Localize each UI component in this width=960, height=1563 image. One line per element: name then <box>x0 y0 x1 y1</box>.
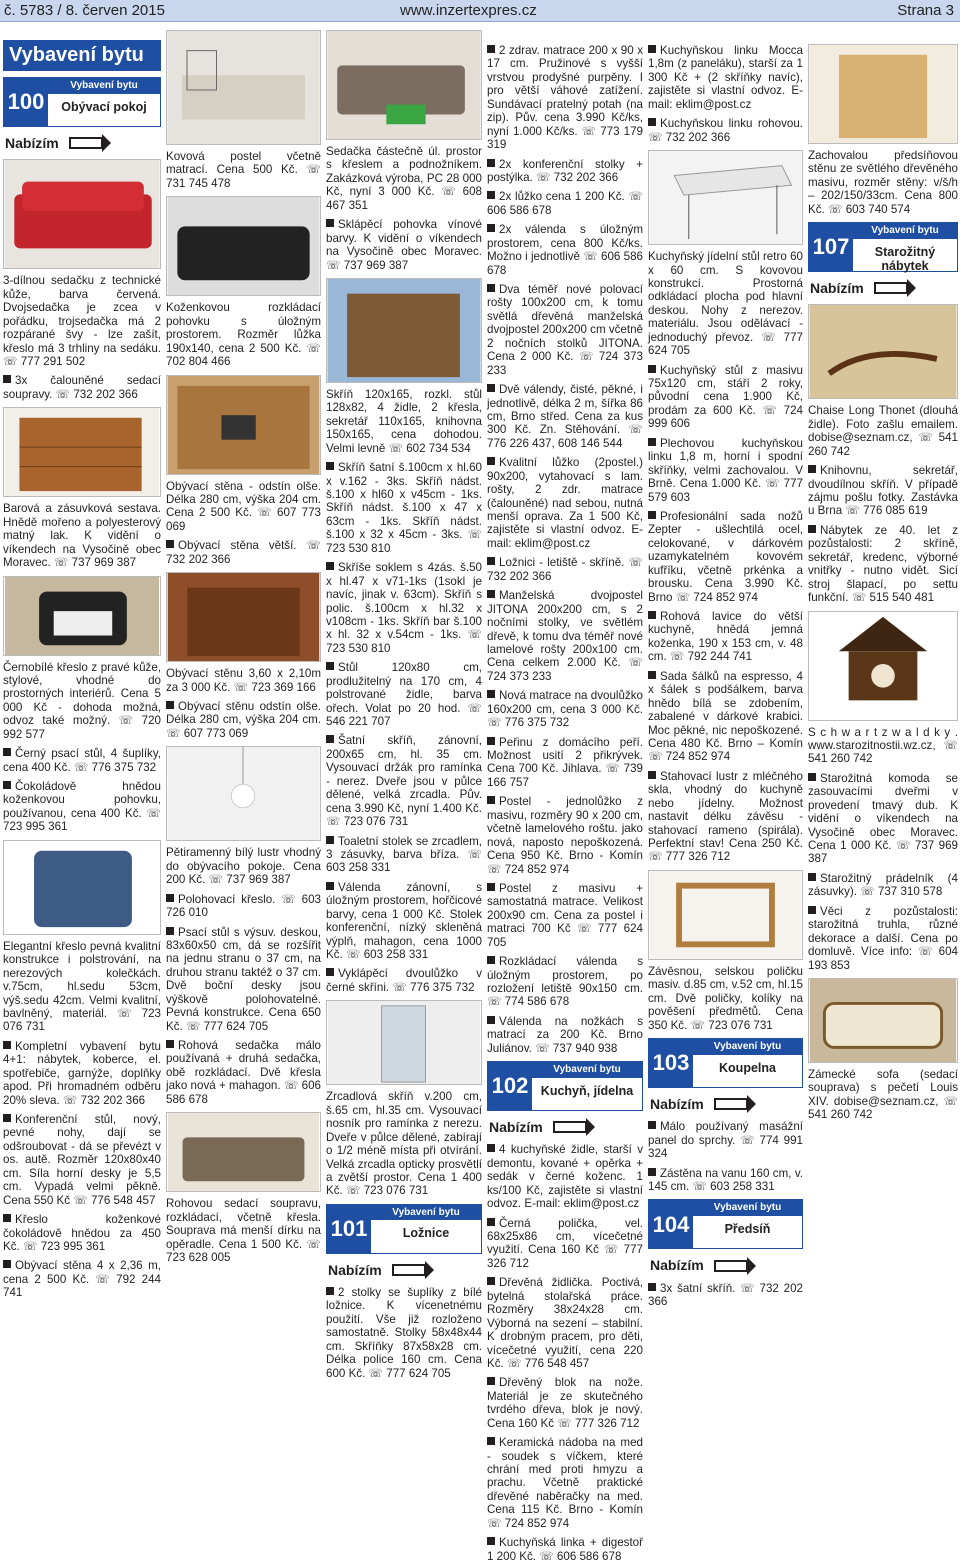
ad: Zachovalou předsíňovou stěnu ze světlého dřevěného masivu, rozměr stěny: v/š/h – 202/150/33cm. Cena 800 Kč. ☏ 603 740 574 <box>808 149 958 216</box>
bullet-icon <box>487 159 495 167</box>
bullet-icon <box>166 1040 174 1048</box>
ad <box>487 589 643 683</box>
arrow-icon <box>714 1098 748 1110</box>
bullet-icon <box>3 748 11 756</box>
column-5 <box>648 44 803 1324</box>
bullet-icon <box>648 118 656 126</box>
ad <box>487 795 643 876</box>
ad: Obývací stěnu 3,60 x 2,10m za 3 000 Kč. ☏ 723 369 166 <box>166 667 321 694</box>
ad <box>487 1143 643 1210</box>
bullet-icon <box>166 540 174 548</box>
bullet-icon <box>648 1283 656 1291</box>
nabizim-label: Nabízím <box>489 1119 543 1136</box>
bullet-icon <box>648 1168 656 1176</box>
bullet-icon <box>326 562 334 570</box>
category-group: Vybavení bytu <box>693 1039 802 1055</box>
ad-text: Stůl 120x80 cm, prodlužitelný na 170 cm, 4 polstrované židle, barva ořech. Volat po 20 hod. ☏ 546 221 707 <box>326 661 482 728</box>
bullet-icon <box>648 1121 656 1129</box>
ad: Koženkovou rozkládací pohovku s úložným prostorem. Rozměr lůžka 190x140, cena 2 500 Kč. ☏ 702 804 466 <box>166 301 321 369</box>
ad-text: Obývací stěnu odstín olše. Délka 280 cm, výška 204 cm. ☏ 607 773 069 <box>166 700 321 740</box>
ad <box>487 283 643 377</box>
ad-text: Věci z pozůstalosti: starožitná truhla, různé dekorace a další. Cena po domluvě. Více info: ☏ 604 193 853 <box>808 904 958 972</box>
ad-text: Stahovací lustr z mléčného skla, vhodný do kuchyně nebo jídelny. Možnost nastavit délku závěsu - stahovací ramenо (spirála). Perfektní stav! Cena 250 Kč. ☏ 777 326 712 <box>648 769 803 864</box>
ad <box>3 1113 161 1207</box>
site-url[interactable]: www.inzertexpres.cz <box>400 2 537 19</box>
bullet-icon <box>326 662 334 670</box>
ad <box>487 1276 643 1370</box>
ad-text: Skříše soklem s 4zás. š.50 x hl.47 x v71-1ks (1sokl je navíc, jinak v. 63cm). Skříň s polic. š.100cm x hl.32 x v108cm - 1ks. Skříň bar š.100 x hl. 32 x v.54cm - 1ks. ☏ 723 530 810 <box>326 561 482 655</box>
ad <box>326 461 482 555</box>
ad <box>648 670 803 764</box>
category-101 <box>326 1204 482 1254</box>
ad-text: Nová matrace na dvoulůžko 160x200 cm, cena 3 000 Kč. ☏ 776 375 732 <box>487 689 643 730</box>
bullet-icon <box>3 1260 11 1268</box>
ad-text: Zástěna na vanu 160 cm, v. 145 cm. ☏ 603 258 331 <box>648 1166 803 1194</box>
ad <box>166 700 321 740</box>
bullet-icon <box>648 671 656 679</box>
bullet-icon <box>648 45 656 53</box>
category-103 <box>648 1038 803 1088</box>
ad-text: 2x válenda s úložným prostorem, cena 800 Kč/ks. Možno i jednotlivě ☏ 606 586 678 <box>487 223 643 277</box>
ad: Kovová postel včetně matrací. Cena 500 Kč. ☏ 731 745 478 <box>166 150 321 190</box>
arrow-icon <box>392 1264 426 1276</box>
ad: Kuchyňský jídelní stůl retro 60 x 60 cm. S kovovou konstrukcí. Prostorná odkládací plocha pod hlavní deskou. Nohy z nerezov. materiálu. Jsou odělávací - jednoduchý převoz. ☏ 777 624 705 <box>648 250 803 358</box>
ad: Černobílé křeslo z pravé kůže, stylové, vhodné do prostorných interiérů. Cena 5 000 Kč - dohoda možná, odvoz také možný. ☏ 720 992 577 <box>3 660 161 741</box>
bullet-icon <box>3 375 11 383</box>
ad: Rohovou sedací soupravu, rozkládací, včetně křesla. Souprava má menší dírku na opěradle. Cena 1 500 Kč. ☏ 723 628 005 <box>166 1197 321 1264</box>
ad <box>808 872 958 899</box>
category-group: Vybavení bytu <box>48 78 160 94</box>
column-3 <box>326 30 482 1380</box>
ad-text: Dva téměř nové polovací rošty 100x200 cm, k tomu světlá dřevěná manželská dvojpostel 200x200 cm včetně 2 nočních stolků JITONA. Cena 2 000 Kč. ☏ 724 373 233 <box>487 283 643 377</box>
black-sofa-photo <box>166 196 321 296</box>
ad-text: Kuchyňskou linku Mocca 1,8m (z paneláku), starší za 1 300 Kč + (2 skříňky navíc), zajistěte si vlastní odvoz. E-mail: eklim@post.cz <box>648 44 803 111</box>
ad: Skříň 120x165, rozkl. stůl 128x82, 4 židle, 2 křesla, sekretář 110x165, knihovna 150x165, cena dohodou. Velmi levně ☏ 602 734 534 <box>326 387 482 455</box>
nabizim-label: Nabízím <box>328 1261 382 1278</box>
ad: Závěsnou, selskou poličku masiv. d.85 cm, v.52 cm, hl.15 cm. Dvě poličky, kolíky na pověšení předmětů. Cena 350 Kč. ☏ 723 076 731 <box>648 964 803 1032</box>
category-number: 101 <box>327 1205 371 1253</box>
bullet-icon <box>166 894 174 902</box>
ad-text: 2x konferenční stolky + postýlka. ☏ 732 202 366 <box>487 157 643 184</box>
ad-text: Čokoládově hnědou koženkovou pohovku, používanou, cena 400 Kč. ☏ 723 995 361 <box>3 780 161 834</box>
category-group: Vybavení bytu <box>532 1062 642 1078</box>
ad-text: Toaletní stolek se zrcadlem, 3 zásuvky, barva bříza. ☏ 603 258 331 <box>326 834 482 875</box>
ad <box>3 374 161 401</box>
ad <box>487 1015 643 1055</box>
column-4 <box>487 44 643 1563</box>
ad-text: Manželská dvojpostel JITONA 200x200 cm, s 2 nočními stolky, ve světlém dřevě, k tomu dva téměř nové lamelové rošty 200x100 cm. Cena celkem 2.000 Kč. ☏ 724 373 233 <box>487 589 643 683</box>
category-label: Ložnice <box>402 1226 450 1241</box>
category-group: Vybavení bytu <box>693 1200 802 1216</box>
ad: Chaise Long Thonet (dlouhá židle). Foto zašlu emailem. dobise@seznam.cz, ☏ 541 260 742 <box>808 404 958 458</box>
ad-text: Ložnici - letiště - skříně. ☏ 732 202 366 <box>487 556 643 583</box>
arrow-icon <box>69 137 103 149</box>
armchair-photo <box>3 576 161 656</box>
ad <box>166 926 321 1034</box>
ad <box>808 464 958 518</box>
ad-text: Dvě válendy, čisté, pěkné, i jednotlivě, délka 2 m, šířka 86 cm, Brno střed. Cena za kus 300 Kč. Zn. Stěhování. ☏ 776 226 437, 608 146 544 <box>487 383 643 450</box>
ad <box>487 44 643 152</box>
bullet-icon <box>487 796 495 804</box>
wall-unit-2-photo <box>166 572 321 662</box>
bullet-icon <box>326 1287 334 1295</box>
bullet-icon <box>166 701 174 709</box>
ad <box>648 610 803 664</box>
ad <box>808 524 958 605</box>
ad-text: 2x lůžko cena 1 200 Kč. ☏ 606 586 678 <box>487 190 643 217</box>
bullet-icon <box>808 906 816 914</box>
category-number: 102 <box>488 1062 532 1110</box>
ad-text: Sada šálků na espresso, 4 x šálek s podšálkem, barva hnědo bílá se zdobením, zabalené v dárkové krabici. Moc pěkné, nic nepoškozené. Cena 480 Kč. Brno – Komín ☏ 724 852 974 <box>648 669 803 764</box>
ad <box>487 158 643 185</box>
ad-text: Keramická nádoba na med - soudek s víčkem, které chrání med proti hmyzu a prachu. Včetně praktické dřevěné naběračky na med. Cena 115 Kč. Brno - Komín ☏ 724 852 974 <box>487 1436 643 1530</box>
ad-text: Málo používaný masážní panel do sprchy. ☏ 774 991 324 <box>648 1120 803 1161</box>
ad-text: Kuchyňský stůl z masivu 75x120 cm, stáří 2 roky, původní cena 1.900 Kč, prodám za 600 Kč. ☏ 724 999 606 <box>648 363 803 431</box>
ad-text: Křeslo koženkové čokoládově hnědou za 450 Kč. ☏ 723 995 361 <box>3 1213 161 1253</box>
category-number: 107 <box>809 223 853 271</box>
bullet-icon <box>648 511 656 519</box>
ad <box>326 1286 482 1380</box>
ad-text: Sklápěcí pohovka vínové barvy. K vidění o víkendech na Vysočině obec Moravec. ☏ 737 969 387 <box>326 218 482 272</box>
ad <box>326 561 482 655</box>
ad-text: Dřevěná židlička. Poctivá, bytelná stolařská práce. Rozměry 38x24x28 cm. Výborná na sezení – stabilní. K drobným pracem, pro děti, vícečetné využití, cena 220 Kč. ☏ 776 548 457 <box>487 1276 643 1370</box>
ad <box>166 1039 321 1106</box>
bullet-icon <box>487 384 495 392</box>
bullet-icon <box>326 735 334 743</box>
blue-armchair-photo <box>3 840 161 935</box>
ad-text: 3x šatní skříň. ☏ 732 202 366 <box>648 1281 803 1309</box>
ad: Pětiramenný bílý lustr vhodný do obývacího pokoje. Cena 200 Kč. ☏ 737 969 387 <box>166 846 321 887</box>
bullet-icon <box>487 690 495 698</box>
ad <box>487 223 643 277</box>
ad-text: Postel - jednolůžko z masivu, rozměry 90 x 200 cm, včetně lamelového roštu. jako nová, naposto nepoškozená. Cena 950 Kč. Brno - Komín ☏ 724 852 974 <box>487 795 643 876</box>
ad <box>326 835 482 875</box>
bullet-icon <box>808 465 816 473</box>
nabizim-label: Nabízím <box>810 280 864 297</box>
bullet-icon <box>3 1041 11 1049</box>
ad-text: Válenda zánovní, s úložným prostorem, hořčicové barvy, cena 1 000 Kč. Stolek konferenční, nízký skleněná výplň, mahagon, cena 1000 Kč. ☏ 603 258 331 <box>326 880 482 961</box>
wall-unit-photo <box>166 375 321 475</box>
ad: Zámecké sofa (sedací souprava) s pečetí Louis XIV. dobise@seznam.cz, ☏ 541 260 742 <box>808 1067 958 1122</box>
nabizim-heading <box>489 1119 643 1135</box>
bullet-icon <box>487 1437 495 1445</box>
bullet-icon <box>808 525 816 533</box>
category-label: Koupelna <box>719 1060 776 1075</box>
nabizim-heading <box>810 280 958 296</box>
category-100 <box>3 77 161 127</box>
bullet-icon <box>487 1144 495 1152</box>
ad-text: Kvalitní lůžko (2postel.) 90x200, vytahovací s lam. rošty, 2 zdr. matrace (čalouněné) nad sebou, nutná menší oprava. Za 1 500 Kč, zajistěte si vlastní odvoz. E-mail: eklim@post.cz <box>487 456 643 550</box>
ad <box>487 1376 643 1430</box>
ad <box>648 510 803 604</box>
retro-table-photo <box>648 150 803 245</box>
ad-text: Konferenční stůl, nový, pevné nohy, dají se odšroubovat - dá se převézt v os. autě. Rozměr 120x80x40 cm. Síla horní desky je 5,5 cm. Vypadá velmi pěkně. Cena 550 Kč ☏ 776 548 457 <box>3 1113 161 1207</box>
ad <box>648 770 803 864</box>
category-107 <box>808 222 958 272</box>
bullet-icon <box>326 968 334 976</box>
category-label: Starožitný nábytek <box>874 244 936 274</box>
column-1 <box>3 40 161 1324</box>
sofa-armchair-photo <box>326 30 482 140</box>
category-group: Vybavení bytu <box>853 223 957 239</box>
ad <box>487 1536 643 1563</box>
ad-text: 2 stolky se šuplíky z bílé ložnice. K vícenetnému použití. Vše již rozloženo samostatně. Stolky 58x48x44 cm. Skříňky 87x58x28 cm. Délka police 160 cm. Cena 600 Kč. ☏ 777 624 705 <box>326 1286 482 1380</box>
ad <box>326 734 482 828</box>
bullet-icon <box>648 438 656 446</box>
ad-text: Rohová sedačka málo používaná + druhá sedačka, obě rozkládací. Dvě křesla jako nová + mahagon. ☏ 606 586 678 <box>166 1039 321 1106</box>
ad-text: Postel z masivu + samostatná matrace. Velikost 200x90 cm. Cena za postel i matraci 700 Kč ☏ 777 624 705 <box>487 881 643 949</box>
nabizim-label: Nabízím <box>5 135 59 152</box>
antique-sofa-photo <box>808 978 958 1063</box>
bullet-icon <box>326 219 334 227</box>
ad <box>166 893 321 920</box>
ad-text: Šatní skříň, zánovní, 200x65 cm, hl. 35 cm. Vysouvací držák pro ramínka - nerez. Dveře jsou v půlce dělené, velká zrcadla. Pův. cena 3.990 Kč, nyní 1.400 Kč. ☏ 723 076 731 <box>326 734 482 829</box>
category-label: Kuchyň, jídelna <box>540 1083 634 1098</box>
chaise-long-photo <box>808 304 958 399</box>
category-number: 100 <box>4 78 48 126</box>
ad <box>808 905 958 972</box>
ad <box>648 1282 803 1309</box>
ad <box>648 117 803 144</box>
category-104 <box>648 1199 803 1249</box>
sofa-photo <box>3 159 161 269</box>
bullet-icon <box>487 1537 495 1545</box>
ad-text: Rozkládací válenda s úložným prostorem, po rozložení letiště 90x150 cm. ☏ 774 586 678 <box>487 955 643 1009</box>
ad <box>808 772 958 866</box>
ad <box>648 1167 803 1194</box>
ad-text: Černá polička, vel. 68x25x86 cm, vícečetné využití. Cena 160 Kč ☏ 777 326 712 <box>487 1216 643 1270</box>
ad <box>648 437 803 504</box>
nabizim-heading <box>328 1262 482 1278</box>
ad: 3-dílnou sedačku z technické kůže, barva červená. Dvojsedačka je zcea v pořádku, trojsedačka má 2 rozpárané švy - lze zašít, křeslo má 3 trhliny na sedáku. ☏ 777 291 502 <box>3 274 161 369</box>
ad <box>487 190 643 217</box>
ad <box>487 1436 643 1530</box>
ad: Elegantní křeslo pevná kvalitní konstrukce i polstrování, na nerezových kolečkách. v.75cm, hl.sedu 53cm, výš.sedu 42cm. Velmi kvalitní, bavlněný, materiál. ☏ 723 076 731 <box>3 939 161 1034</box>
ad-text: Černý psací stůl, 4 šuplíky, cena 400 Kč. ☏ 776 375 732 <box>3 747 161 774</box>
bullet-icon <box>326 882 334 890</box>
metal-bed-photo <box>166 30 321 145</box>
ad <box>487 955 643 1009</box>
bullet-icon <box>487 1277 495 1285</box>
ad-text: Psací stůl s výsuv. deskou, 83x60x50 cm, dá se rozšířit na jednu stranu o 37 cm, na druhou stranu taktéž o 37 cm. Dvě boční desky jsou výškově polohovatelné. Pevná konstrukce. Cena 650 Kč. ☏ 777 624 705 <box>166 925 321 1033</box>
bullet-icon <box>487 590 495 598</box>
arrow-icon <box>714 1260 748 1272</box>
ad-text: Peřinu z domácího peří. Možnost usití 2 přikrývek. Cena 700 Kč. Jihlava. ☏ 739 166 757 <box>487 735 643 789</box>
ad <box>326 881 482 962</box>
nabizim-heading <box>650 1257 803 1273</box>
cuckoo-clock-photo <box>808 611 958 721</box>
ad <box>3 747 161 774</box>
furniture-set-photo <box>326 278 482 383</box>
bullet-icon <box>487 1016 495 1024</box>
ad <box>648 364 803 431</box>
ad-text: Plechovou kuchyňskou linku 1,8 m, horní i spodní skříňky, velmi zachovalou. V Brně. Cena 1.000 Kč. ☏ 777 579 603 <box>648 436 803 504</box>
category-102 <box>487 1061 643 1111</box>
ad-text: Nábytek ze 40. let z pozůstalosti: 2 skříně, sekretář, kredenc, výborné vnitřky - nutno vidět. Sicí stroj šlapací, po settu funkční. ☏ 515 540 481 <box>808 523 958 605</box>
ad: Obývací stěna - odstín olše. Délka 280 cm, výška 204 cm. Cena 2 500 Kč. ☏ 607 773 069 <box>166 479 321 533</box>
hall-stand-photo <box>808 44 958 144</box>
category-group: Vybavení bytu <box>371 1205 481 1221</box>
column-2 <box>166 30 321 1324</box>
category-label: Předsíň <box>724 1222 771 1237</box>
ad <box>3 1259 161 1299</box>
section-title: Vybavení bytu <box>3 40 161 71</box>
bullet-icon <box>487 883 495 891</box>
bullet-icon <box>326 836 334 844</box>
ad <box>487 456 643 550</box>
bullet-icon <box>487 737 495 745</box>
category-number: 103 <box>649 1039 693 1087</box>
bullet-icon <box>808 873 816 881</box>
bullet-icon <box>487 1218 495 1226</box>
category-number: 104 <box>649 1200 693 1248</box>
bullet-icon <box>487 284 495 292</box>
cabinet-photo <box>3 407 161 497</box>
ad-text: Polohovací křeslo. ☏ 603 726 010 <box>166 892 321 920</box>
ad <box>487 689 643 729</box>
ad-text: Kuchyňská linka + digestoř 1 200 Kč. ☏ 606 586 678 <box>487 1536 643 1563</box>
bullet-icon <box>3 781 11 789</box>
ad: Sedačka částečně úl. prostor s křeslem a podnožníkem. Zakázková výroba, PC 28 000 Kč, nyní 3 000 Kč. ☏ 608 467 351 <box>326 145 482 212</box>
ad-text: Obývací stěna 4 x 2,36 m, cena 2 500 Kč. ☏ 792 244 741 <box>3 1259 161 1300</box>
ad <box>487 1217 643 1271</box>
bullet-icon <box>648 365 656 373</box>
bullet-icon <box>487 457 495 465</box>
chandelier-photo <box>166 746 321 841</box>
bullet-icon <box>487 956 495 964</box>
arrow-icon <box>874 282 908 294</box>
page-header <box>0 0 960 22</box>
ad <box>487 736 643 790</box>
ad-text: 4 kuchyňské židle, starší v demontu, kované + opěrka + sedák v černé koženc. 1 ks/100 Kč, zajistěte si vlastní odvoz. E-mail: eklim@post.cz <box>487 1143 643 1211</box>
ad-text: Profesionální sada nožů Zepter - ušlechtilá ocel, celokované, v dárkovém uzamykatelném kovovém kufříku, včetně prkénka a brousku. Cena 3.990 Kč. Brno ☏ 724 852 974 <box>648 509 803 604</box>
ad <box>648 44 803 111</box>
ad <box>3 780 161 834</box>
ad: Zrcadlová skříň v.200 cm, š.65 cm, hl.35 cm. Vysouvací nosník pro ramínka z nerezu. Dveře v půlce dělené, zabírají o 1/2 méně místa při otvírání. Velká zrcadla opticky prosvětlí a zvětší prostor. Cena 1 400 Kč. ☏ 723 076 731 <box>326 1090 482 1198</box>
ad-text: Starožitná komoda se zasouvacími dveřmi v provedení tmavý dub. K vidění o víkendech na Vysočině obec Moravec. Cena 1 000 Kč. ☏ 737 969 387 <box>808 771 958 866</box>
bullet-icon <box>487 45 495 53</box>
bullet-icon <box>487 557 495 565</box>
ad: S c h w a r t z w a l d k y . www.starozitnostii.wz.cz, ☏ 541 260 742 <box>808 725 958 766</box>
bullet-icon <box>648 771 656 779</box>
bullet-icon <box>648 611 656 619</box>
ad-text: Rohová lavice do větší kuchyně, hnědá jemná koženka, 190 x 153 cm, v. 48 cm. ☏ 792 244 741 <box>648 610 803 664</box>
ad-text: Skříň šatní š.100cm x hl.60 x v.162 - 3ks. Skříň nádst. š.100 x hl60 x v45cm - 1ks. Skříň nádst. š.100 x 47 x 63cm - 1ks. Skříň nádst. š.100 x 32 x 45cm - 3ks. ☏ 723 530 810 <box>326 461 482 555</box>
bullet-icon <box>3 1214 11 1222</box>
ad-text: Válenda na nožkách s matrací za 200 Kč. Brno Juliánov. ☏ 737 940 938 <box>487 1014 643 1055</box>
ad-text: 3x čalouněné sedací soupravy. ☏ 732 202 366 <box>3 374 161 401</box>
ad-text: 2 zdrav. matrace 200 x 90 x 17 cm. Pružinové s vyšší vrstvou prodyšné purpěny. I pro větší váhové zatížení. Sundávací pratelný potah (na zip). Pův. cena 3.990 Kč/ks, nyní 1.000 Kč/ks. ☏ 773 179 319 <box>487 44 643 152</box>
ad <box>3 1040 161 1107</box>
nabizim-label: Nabízím <box>650 1096 704 1113</box>
ad-text: Kuchyňskou linku rohovou. ☏ 732 202 366 <box>648 117 803 144</box>
ad <box>326 661 482 728</box>
ad <box>3 1213 161 1253</box>
bullet-icon <box>808 773 816 781</box>
ad <box>487 882 643 949</box>
ad-text: Starožitný prádelník (4 zásuvky). ☏ 737 310 578 <box>808 871 958 899</box>
bullet-icon <box>487 224 495 232</box>
ad <box>326 967 482 994</box>
ad-text: Kompletní vybavení bytu 4+1: nábytek, koberce, el. spotřebiče, garnýže, doplňky apod. Při hromadném odběru 20% sleva. ☏ 732 202 366 <box>3 1039 161 1107</box>
nabizim-heading <box>650 1096 803 1112</box>
nabizim-heading <box>5 135 161 151</box>
ad-text: Obývací stěna větší. ☏ 732 202 366 <box>166 539 321 566</box>
mirror-wardrobe-photo <box>326 1000 482 1085</box>
ad-text: Knihovnu, sekretář, dvoudílnou skříň. V případě zájmu pošlu fotky. Zastávka u Brna ☏ 776 085 619 <box>808 464 958 518</box>
bullet-icon <box>487 1377 495 1385</box>
ad <box>487 556 643 583</box>
bullet-icon <box>487 191 495 199</box>
column-6 <box>808 44 958 1324</box>
ad-text: Vyklápěcí dvoulůžko v černé skříni. ☏ 776 375 732 <box>326 967 482 994</box>
ad <box>326 218 482 272</box>
page-number: Strana 3 <box>897 2 954 19</box>
arrow-icon <box>553 1121 587 1133</box>
ad <box>648 1120 803 1160</box>
bullet-icon <box>166 927 174 935</box>
bullet-icon <box>326 462 334 470</box>
nabizim-label: Nabízím <box>650 1257 704 1274</box>
corner-sofa-photo <box>166 1112 321 1192</box>
shelf-photo <box>648 870 803 960</box>
ad <box>487 383 643 450</box>
ad: Barová a zásuvková sestava. Hnědě mořeno a polyesterový matný lak. K vidění o víkendech na Vysočině obec Moravec. ☏ 737 969 387 <box>3 502 161 570</box>
ad <box>166 539 321 566</box>
ad-text: Dřevěný blok na nože. Materiál je ze skutečného tvrdého dřeva, blok je nový. Cena 160 Kč ☏ 777 326 712 <box>487 1376 643 1430</box>
category-label: Obývací pokoj <box>61 99 147 114</box>
bullet-icon <box>3 1114 11 1122</box>
issue-info: č. 5783 / 8. červen 2015 <box>4 2 165 19</box>
